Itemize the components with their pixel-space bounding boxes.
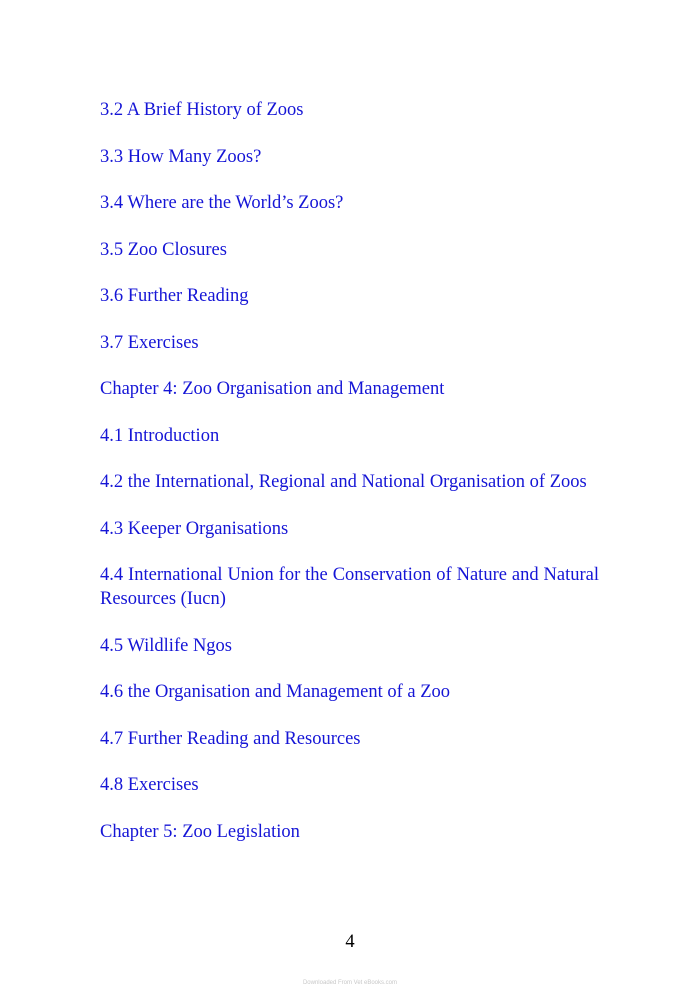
toc-entry-4-4[interactable]: 4.4 International Union for the Conservation of Nature and Natural Resources (Iucn) [100, 565, 599, 609]
page-number: 4 [345, 932, 355, 952]
toc-entry-3-4[interactable]: 3.4 Where are the World’s Zoos? [100, 193, 344, 213]
toc-entry-4-7[interactable]: 4.7 Further Reading and Resources [100, 728, 361, 749]
toc-entry-4-6[interactable]: 4.6 the Organisation and Management of a Zoo [100, 682, 451, 702]
toc-entry-3-2[interactable]: 3.2 A Brief History of Zoos [100, 100, 304, 120]
toc-entry-3-3[interactable]: 3.3 How Many Zoos? [100, 146, 262, 167]
table-of-contents [100, 98, 599, 866]
footer-watermark: Downloaded From Vet eBooks.com [302, 980, 398, 986]
toc-entry-4-2[interactable]: 4.2 the International, Regional and National Organisation of Zoos [100, 472, 587, 492]
toc-entry-4-3[interactable]: 4.3 Keeper Organisations [100, 518, 289, 539]
toc-entry-4-8[interactable]: 4.8 Exercises [100, 775, 199, 795]
toc-entry-3-6[interactable]: 3.6 Further Reading [100, 286, 249, 306]
toc-entry-3-5[interactable]: 3.5 Zoo Closures [100, 239, 227, 260]
toc-entry-3-7[interactable]: 3.7 Exercises [100, 332, 199, 353]
toc-entry-4-1[interactable]: 4.1 Introduction [100, 425, 220, 446]
toc-entry-4-5[interactable]: 4.5 Wildlife Ngos [100, 635, 233, 656]
toc-entry-chapter-4[interactable]: Chapter 4: Zoo Organisation and Management [100, 379, 445, 399]
toc-entry-chapter-5[interactable]: Chapter 5: Zoo Legislation [100, 821, 300, 842]
